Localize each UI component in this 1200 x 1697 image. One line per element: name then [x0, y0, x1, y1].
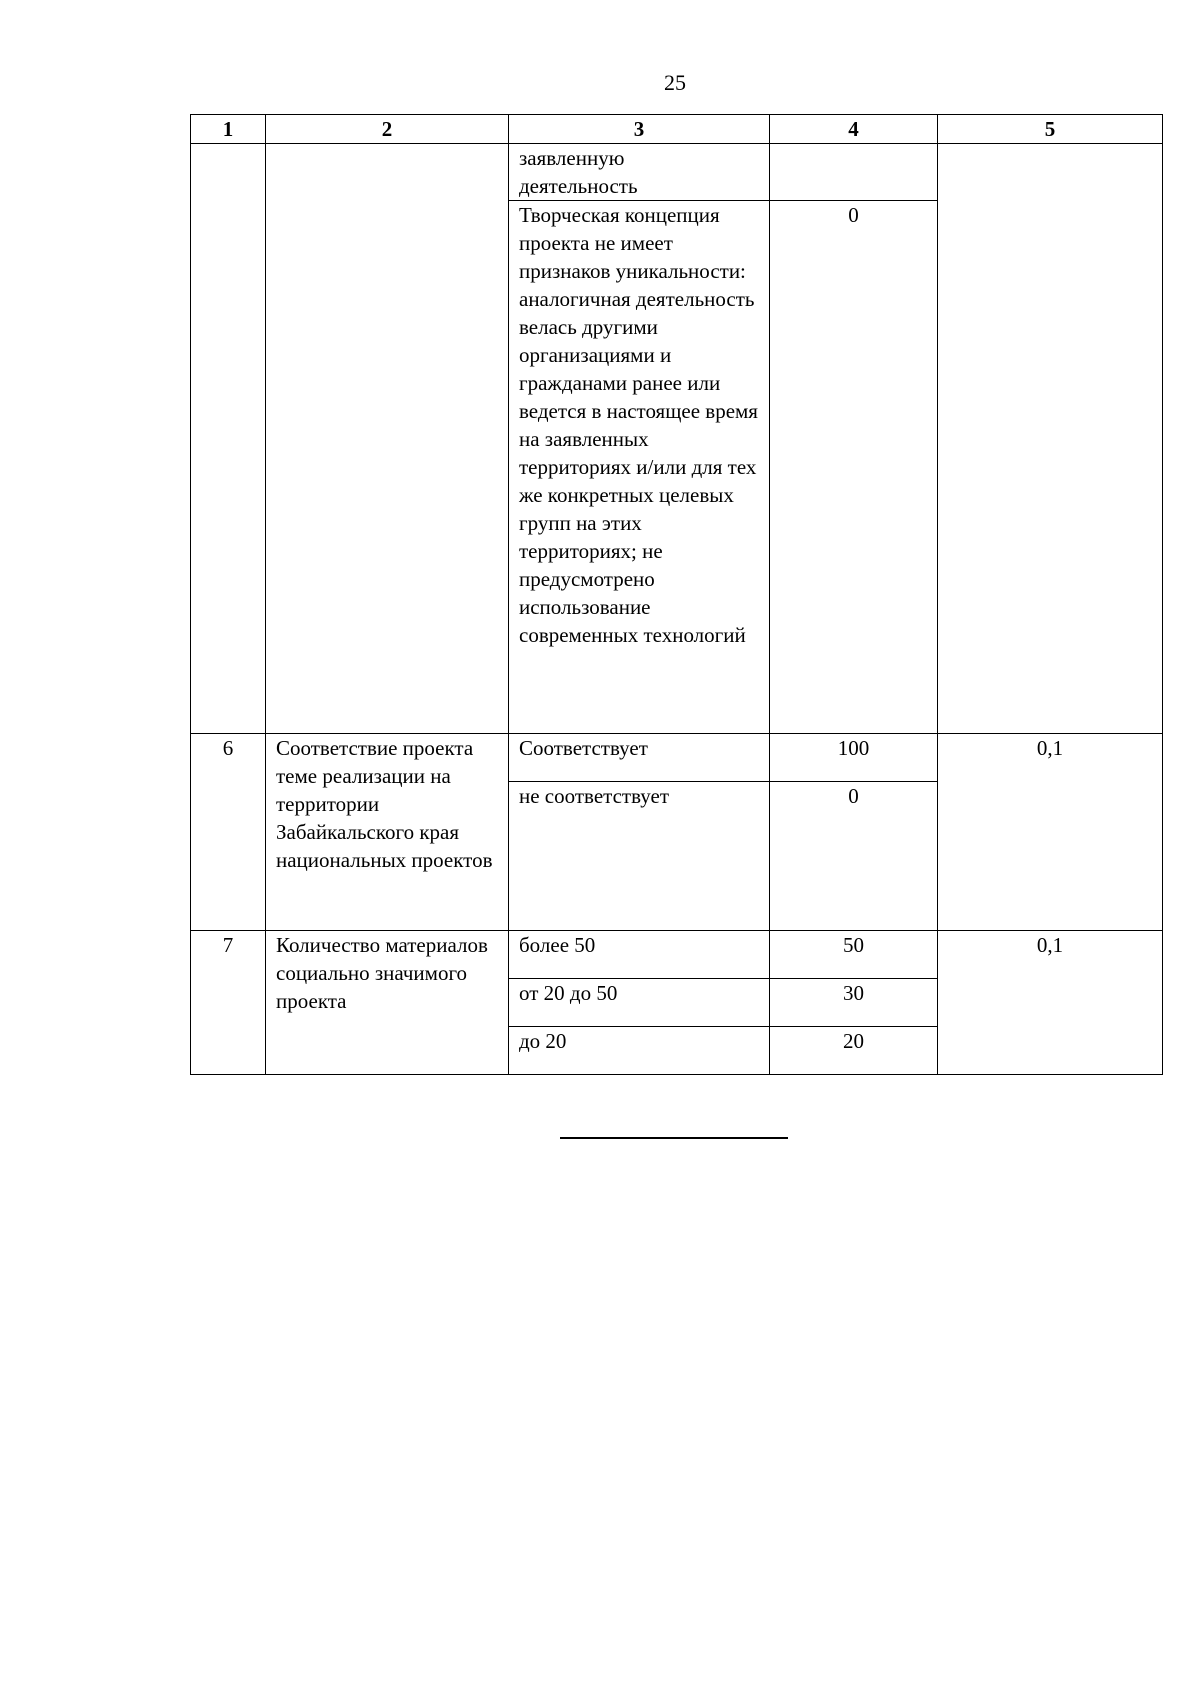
option-score: 20	[770, 1027, 938, 1075]
criterion-cell: Соответствие проекта теме реализации на территории Забайкальского края национальных проектов	[266, 734, 509, 931]
option-score	[770, 144, 938, 201]
header-col-3: 3	[509, 115, 770, 144]
option-score: 50	[770, 931, 938, 979]
table-row	[191, 144, 1163, 201]
option-text: более 50	[509, 931, 770, 979]
option-score: 0	[770, 201, 938, 734]
criteria-table	[190, 114, 1163, 1075]
row-number-cell: 7	[191, 931, 266, 1075]
criterion-cell	[266, 144, 509, 734]
header-col-2: 2	[266, 115, 509, 144]
option-score: 30	[770, 979, 938, 1027]
option-text: от 20 до 50	[509, 979, 770, 1027]
row-number-cell	[191, 144, 266, 734]
option-text: заявленную деятельность	[509, 144, 770, 201]
weight-cell	[938, 144, 1163, 734]
header-col-1: 1	[191, 115, 266, 144]
option-text: не соответствует	[509, 782, 770, 931]
page-number: 25	[664, 70, 686, 95]
option-text: Соответствует	[509, 734, 770, 782]
header-col-4: 4	[770, 115, 938, 144]
option-score: 0	[770, 782, 938, 931]
option-score: 100	[770, 734, 938, 782]
weight-cell: 0,1	[938, 931, 1163, 1075]
table-row	[191, 931, 1163, 979]
end-separator-line	[560, 1137, 788, 1139]
table-row	[191, 734, 1163, 782]
option-text: Творческая концепция проекта не имеет признаков уникальности: аналогичная деятельность велась другими организациями и гражданами ранее или ведется в настоящее время на заявленных территориях и/или для тех же конкретных целевых групп на этих территориях; не предусмотрено использование современных технологий	[509, 201, 770, 734]
option-text: до 20	[509, 1027, 770, 1075]
weight-cell: 0,1	[938, 734, 1163, 931]
header-row	[191, 115, 1163, 144]
row-number-cell: 6	[191, 734, 266, 931]
header-col-5: 5	[938, 115, 1163, 144]
criterion-cell: Количество материалов социально значимого проекта	[266, 931, 509, 1075]
